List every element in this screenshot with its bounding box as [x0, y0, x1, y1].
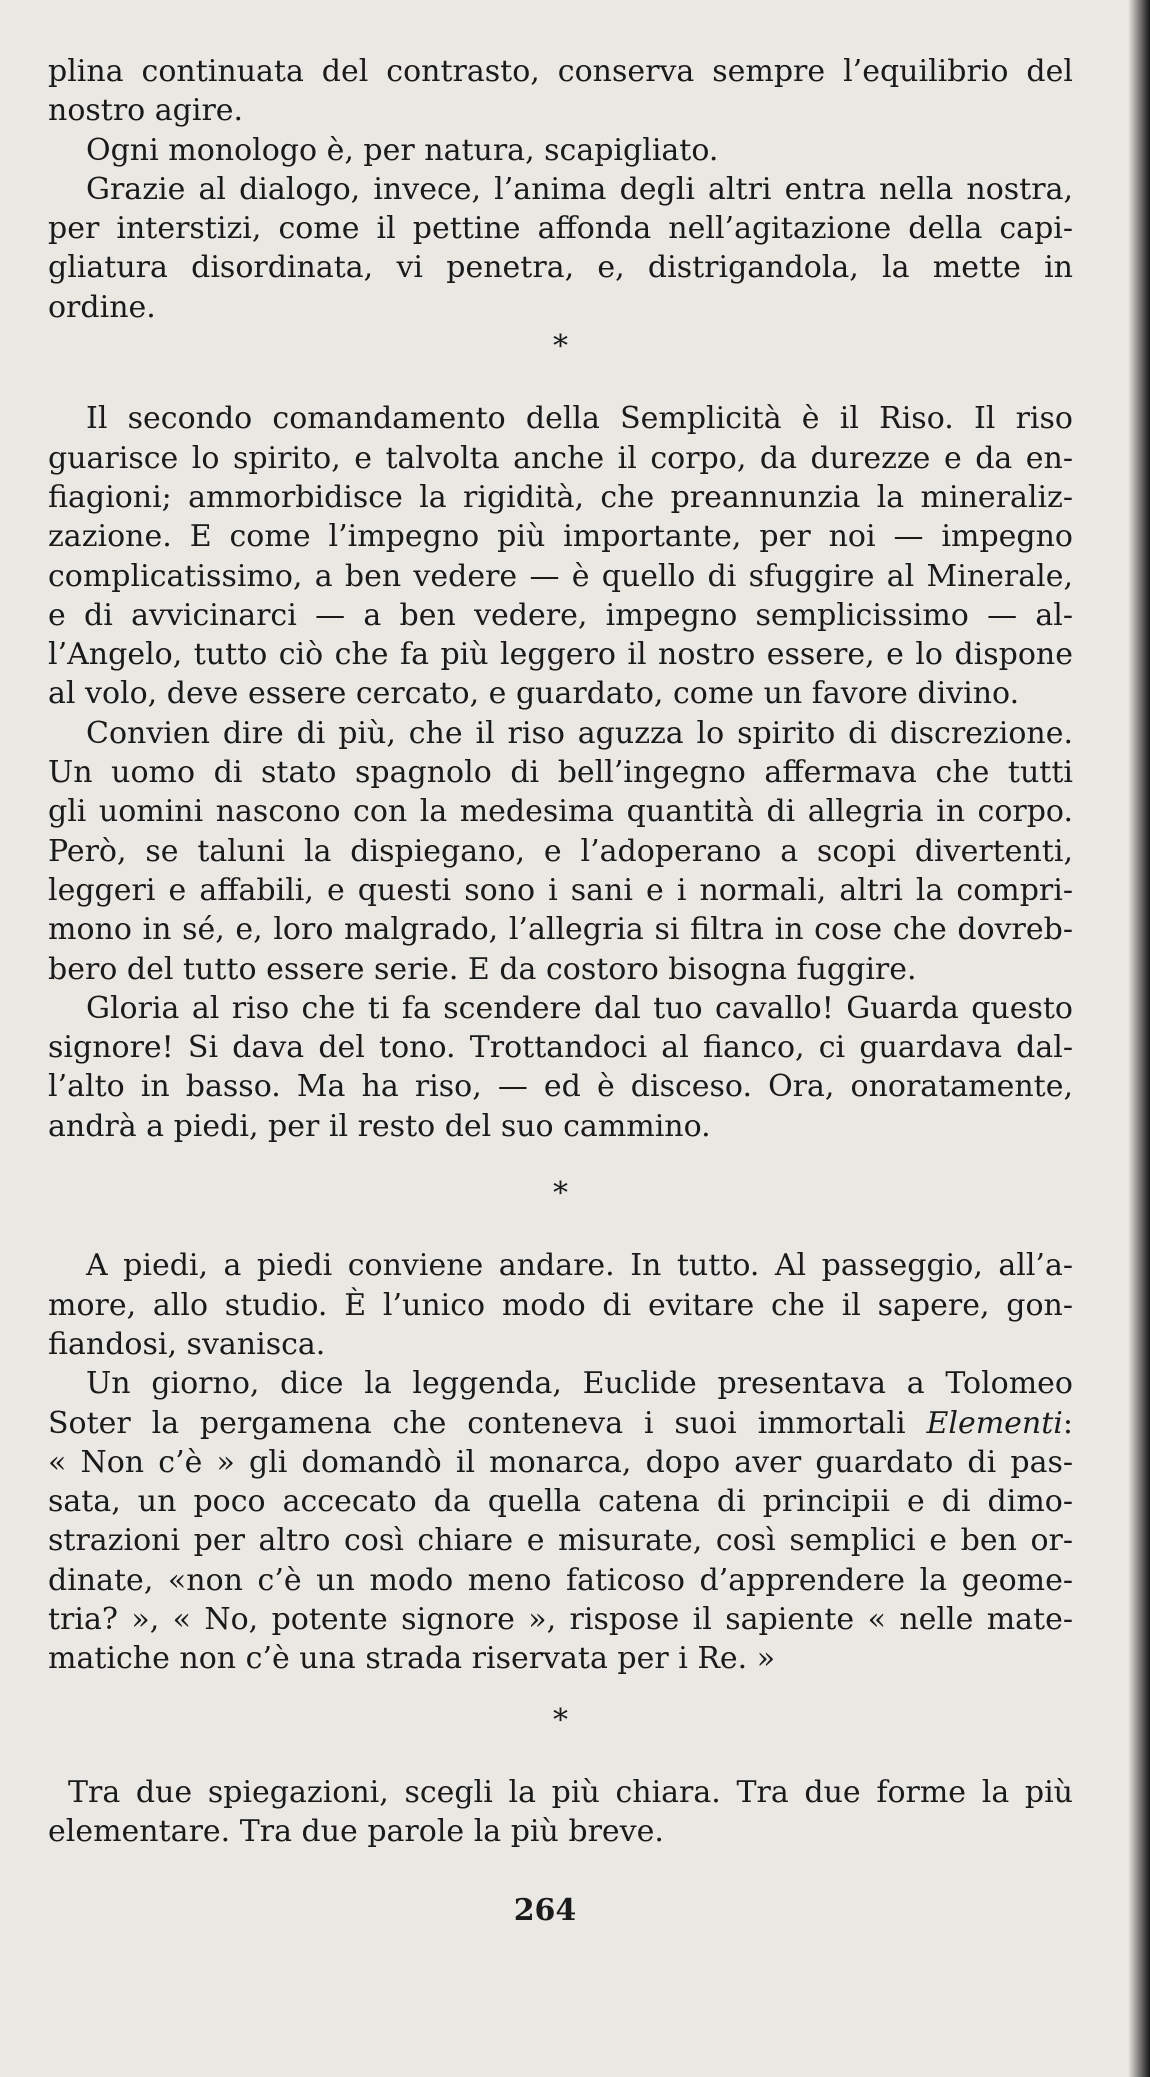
text-line: tria? », « No, potente signore », rispose il sapiente « nelle mate- — [48, 1601, 1073, 1637]
text-line: gli uomini nascono con la medesima quantità di allegria in corpo. — [48, 794, 1073, 830]
section-separator: * — [553, 1702, 568, 1738]
text-line: matiche non c’è una strada riservata per i Re. » — [48, 1641, 776, 1677]
section-separator: * — [553, 1176, 568, 1212]
text-line: Grazie al dialogo, invece, l’anima degli altri entra nella nostra, — [86, 171, 1073, 207]
text-line: nostro agire. — [48, 93, 244, 129]
text-line: more, allo studio. È l’unico modo di evitare che il sapere, gon- — [48, 1287, 1073, 1323]
text-line: Il secondo comandamento della Semplicità è il Riso. Il riso — [86, 401, 1073, 437]
text-line: mono in sé, e, loro malgrado, l’allegria si filtra in cose che dovreb- — [48, 912, 1073, 948]
text-line: Un uomo di stato spagnolo di bell’ingegno affermava che tutti — [48, 755, 1073, 791]
text-line: Però, se taluni la dispiegano, e l’adoperano a scopi divertenti, — [48, 833, 1073, 869]
text-line: ordine. — [48, 289, 156, 325]
text-line: sata, un poco accecato da quella catena di principii e di dimo- — [48, 1484, 1073, 1520]
text-line: « Non c’è » gli domandò il monarca, dopo aver guardato di pas- — [48, 1444, 1073, 1480]
text-line: Gloria al riso che ti fa scendere dal tuo cavallo! Guarda questo — [86, 990, 1073, 1026]
text-line: Un giorno, dice la leggenda, Euclide presentava a Tolomeo — [86, 1366, 1073, 1402]
text-line — [48, 1404, 1073, 1443]
text-line: plina continuata del contrasto, conserva sempre l’equilibrio del — [48, 54, 1073, 89]
text-line: A piedi, a piedi conviene andare. In tutto. Al passeggio, all’a- — [86, 1248, 1073, 1284]
text-line: zazione. E come l’impegno più importante, per noi — impegno — [48, 519, 1073, 555]
page-edge-shadow — [1128, 0, 1150, 2077]
text-line: Ogni monologo è, per natura, scapigliato. — [86, 132, 719, 168]
text-line: leggeri e affabili, e questi sono i sani e i normali, altri la compri- — [48, 872, 1073, 908]
text-line: fiagioni; ammorbidisce la rigidità, che preannunzia la mineraliz- — [48, 479, 1073, 515]
page-number: 264 — [513, 1893, 577, 1928]
text-line: fiandosi, svanisca. — [48, 1326, 326, 1362]
text-line: strazioni per altro così chiare e misurate, così semplici e ben or- — [48, 1523, 1073, 1559]
text-line: l’alto in basso. Ma ha riso, — ed è disceso. Ora, onoratamente, — [48, 1069, 1073, 1105]
text-line: elementare. Tra due parole la più breve. — [48, 1814, 664, 1850]
text-line: e di avvicinarci — a ben vedere, impegno semplicissimo — al- — [48, 597, 1073, 633]
text-line: guarisce lo spirito, e talvolta anche il corpo, da durezze e da en- — [48, 440, 1073, 476]
text-fragment: : — [1062, 1405, 1073, 1441]
text-line: per interstizi, come il pettine affonda nell’agitazione della capi- — [48, 211, 1073, 247]
text-line: al volo, deve essere cercato, e guardato, come un favore divino. — [48, 676, 1020, 712]
text-line: dinate, «non c’è un modo meno faticoso d’apprendere la geome- — [48, 1562, 1073, 1598]
text-line: l’Angelo, tutto ciò che fa più leggero il nostro essere, e lo dispone — [48, 637, 1073, 673]
italic-title: Elementi — [926, 1405, 1063, 1441]
text-line: signore! Si dava del tono. Trottandoci al fianco, ci guardava dal- — [48, 1030, 1073, 1066]
text-line: gliatura disordinata, vi penetra, e, distrigandola, la mette in — [48, 250, 1073, 286]
text-line: bero del tutto essere serie. E da costoro bisogna fuggire. — [48, 951, 917, 987]
section-separator: * — [553, 329, 568, 365]
text-line: Convien dire di più, che il riso aguzza lo spirito di discrezione. — [86, 715, 1073, 751]
text-line: complicatissimo, a ben vedere — è quello di sfuggire al Minerale, — [48, 558, 1073, 594]
text-fragment: Soter la pergamena che conteneva i suoi immortali — [48, 1405, 906, 1441]
text-line: andrà a piedi, per il resto del suo cammino. — [48, 1108, 711, 1144]
text-line: Tra due spiegazioni, scegli la più chiara. Tra due forme la più — [68, 1774, 1073, 1810]
page-body-text — [48, 52, 1073, 1851]
